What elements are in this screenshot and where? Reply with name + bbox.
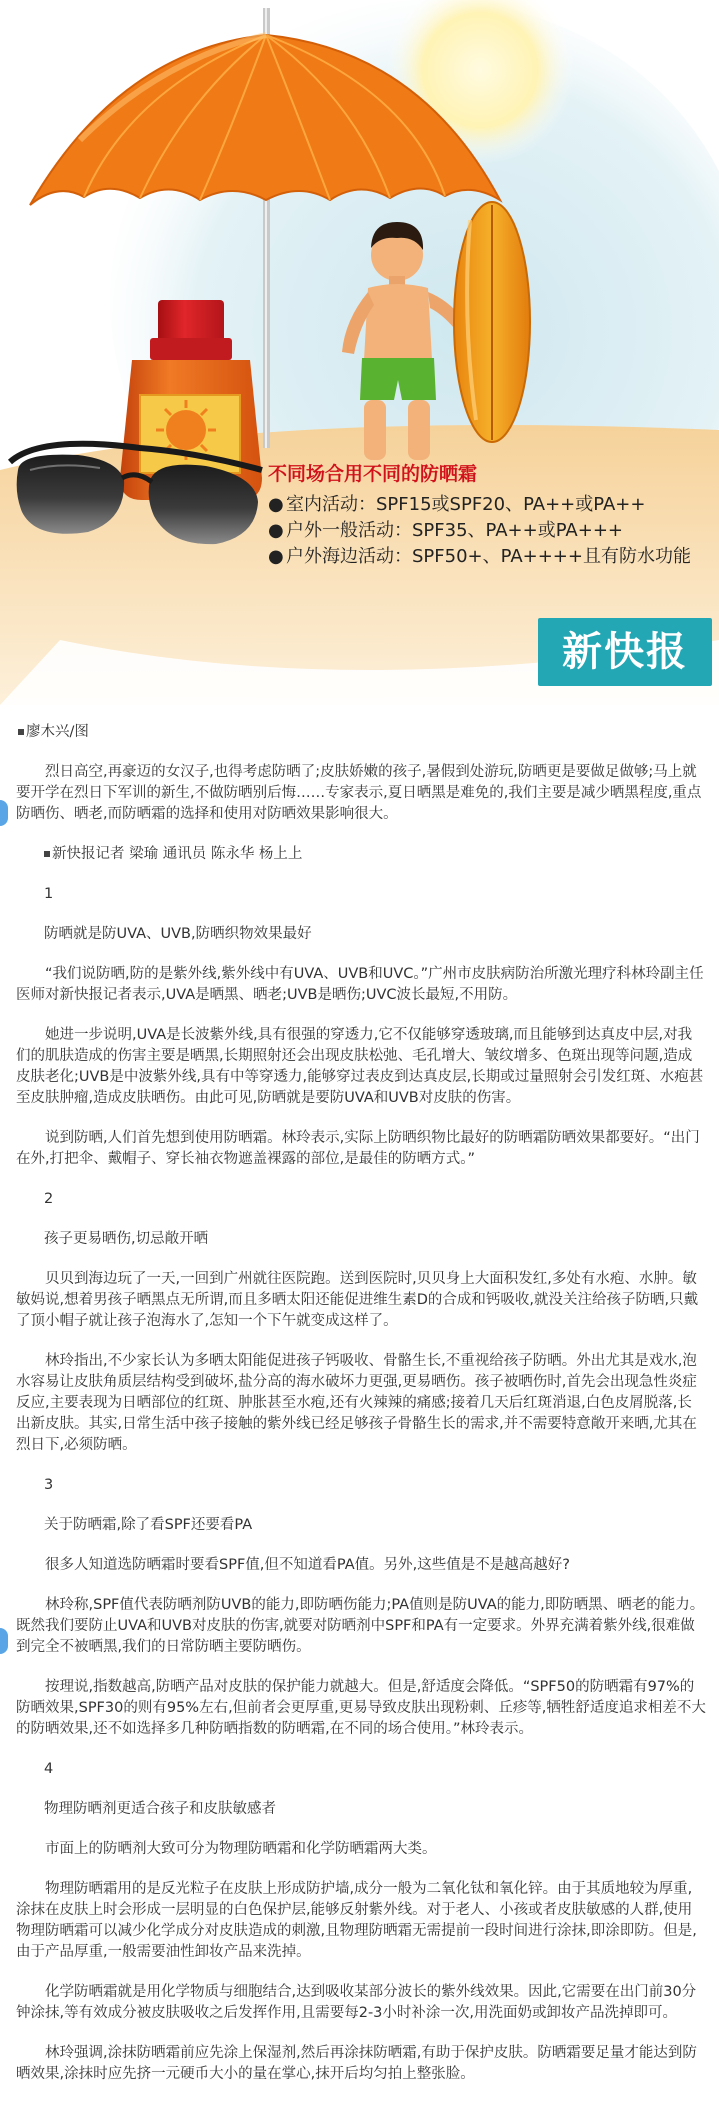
section-number: 2 bbox=[44, 1191, 54, 1207]
section-heading: 防晒就是防UVA、UVB,防晒织物效果最好 bbox=[44, 926, 312, 942]
sunscreen-legend bbox=[268, 462, 719, 570]
paragraph: 林玲指出,不少家长认为多晒太阳能促进孩子钙吸收、骨骼生长,不重视给孩子防晒。外出尤其是戏水,泡水容易让皮肤角质层结构受到破坏,盐分高的海水破坏力更强,更易晒伤。孩子被晒伤时,首先会出现急性炎症反应,主要表现为日晒部位的红斑、肿胀甚至水疱,还有火辣辣的痛感;接着几天后红斑消退,白色皮屑脱落,长出新皮肤。其实,日常生活中孩子接触的紫外线已经足够孩子骨骼生长的需求,并不需要特意敞开来晒,尤其在烈日下,必须防晒。 bbox=[16, 1353, 697, 1453]
paragraph: 贝贝到海边玩了一天,一回到广州就往医院跑。送到医院时,贝贝身上大面积发红,多处有水疱、水肿。敏敏妈说,想着男孩子晒黑点无所谓,而且多晒太阳还能促进维生素D的合成和钙吸收,就没关注给孩子防晒,只戴了顶小帽子就让孩子泡海水了,怎知一个下午就变成这样了。 bbox=[16, 1271, 699, 1329]
bullet-icon: ● bbox=[268, 494, 284, 515]
image-credit: 廖木兴/图 bbox=[16, 722, 706, 743]
byline: 新快报记者 梁瑜 通讯员 陈永华 杨上上 bbox=[16, 844, 706, 865]
lead-paragraph: 烈日高空,再豪迈的女汉子,也得考虑防晒了;皮肤娇嫩的孩子,暑假到处游玩,防晒更是要做足做够;马上就要开学在烈日下军训的新生,不做防晒别后悔……专家表示,夏日晒黑是难免的,我们主要是减少晒黑程度,重点防晒伤、晒老,而防晒霜的选择和使用对防晒效果影响很大。 bbox=[16, 764, 702, 822]
side-tab-marker[interactable] bbox=[0, 800, 8, 826]
paragraph: 林玲称,SPF值代表防晒剂防UVB的能力,即防晒伤能力;PA值则是防UVA的能力,即防晒黑、晒老的能力。既然我们要防止UVA和UVB对皮肤的伤害,就要对防晒剂中SPF和PA有一定要求。外界充满着紫外线,很难做到完全不被晒黑,我们的日常防晒主要防晒伤。 bbox=[16, 1597, 705, 1655]
section-heading: 孩子更易晒伤,切忌敞开晒 bbox=[44, 1231, 209, 1247]
paragraph: 她进一步说明,UVA是长波紫外线,具有很强的穿透力,它不仅能够穿透玻璃,而且能够到达真皮中层,对我们的肌肤造成的伤害主要是晒黑,长期照射还会出现皮肤松弛、毛孔增大、皱纹增多、色斑出现等问题,造成皮肤老化;UVB是中波紫外线,具有中等穿透力,能够穿过表皮到达真皮层,长期或过量照射会引发红斑、水疱甚至皮肤肿瘤,造成皮肤晒伤。由此可见,防晒就是要防UVA和UVB对皮肤的伤害。 bbox=[16, 1027, 704, 1106]
side-tab-marker[interactable] bbox=[0, 1628, 8, 1654]
paragraph: 物理防晒霜用的是反光粒子在皮肤上形成防护墙,成分一般为二氧化钛和氧化锌。由于其质地较为厚重,涂抹在皮肤上时会形成一层明显的白色保护层,能够反射紫外线。对于老人、小孩或者皮肤敏感的人群,使用物理防晒霜可以减少化学成分对皮肤造成的刺激,且物理防晒霜无需提前一段时间进行涂抹,即涂即防。但是,由于产品厚重,一般需要油性卸妆产品来洗掉。 bbox=[16, 1881, 697, 1960]
section-number: 3 bbox=[44, 1477, 54, 1493]
legend-item-indoor: ● 室内活动：SPF15或SPF20、PA++或PA++ bbox=[268, 492, 719, 518]
bullet-icon: ● bbox=[268, 546, 284, 567]
legend-item-beach: ● 户外海边活动：SPF50+、PA++++且有防水功能 bbox=[268, 544, 719, 570]
paragraph: 市面上的防晒剂大致可分为物理防晒霜和化学防晒霜两大类。 bbox=[45, 1841, 437, 1857]
section-number: 4 bbox=[44, 1761, 54, 1777]
section-heading: 物理防晒剂更适合孩子和皮肤敏感者 bbox=[44, 1801, 276, 1817]
newspaper-logo: 新快报 bbox=[538, 618, 712, 686]
square-bullet-icon bbox=[44, 851, 50, 857]
section-number: 1 bbox=[44, 886, 54, 902]
bullet-icon: ● bbox=[268, 520, 284, 541]
square-bullet-icon bbox=[18, 729, 24, 735]
legend-item-outdoor: ● 户外一般活动：SPF35、PA++或PA+++ bbox=[268, 518, 719, 544]
paragraph: 化学防晒霜就是用化学物质与细胞结合,达到吸收某部分波长的紫外线效果。因此,它需要在出门前30分钟涂抹,等有效成分被皮肤吸收之后发挥作用,且需要每2-3小时补涂一次,用洗面奶或卸妆产品洗掉即可。 bbox=[16, 1984, 697, 2021]
section-heading: 关于防晒霜,除了看SPF还要看PA bbox=[44, 1517, 253, 1533]
sunscreen-illustration bbox=[0, 0, 719, 705]
paragraph: 林玲强调,涂抹防晒霜前应先涂上保湿剂,然后再涂抹防晒霜,有助于保护皮肤。防晒霜要足量才能达到防晒效果,涂抹时应先挤一元硬币大小的量在掌心,抹开后均匀拍上整张脸。 bbox=[16, 2045, 697, 2082]
paragraph: 说到防晒,人们首先想到使用防晒霜。林玲表示,实际上防晒织物比最好的防晒霜防晒效果都要好。“出门在外,打把伞、戴帽子、穿长袖衣物遮盖裸露的部位,是最佳的防晒方式。” bbox=[16, 1130, 700, 1167]
legend-title: 不同场合用不同的防晒霜 bbox=[268, 463, 478, 485]
paragraph: 按理说,指数越高,防晒产品对皮肤的保护能力就越大。但是,舒适度会降低。“SPF50的防晒霜有97%的防晒效果,SPF30的则有95%左右,但前者会更厚重,更易导致皮肤出现粉刺、丘疹等,牺牲舒适度追求相差不大的防晒效果,还不如选择多几种防晒指数的防晒霜,在不同的场合使用。”林玲表示。 bbox=[16, 1679, 706, 1737]
illustration-art bbox=[0, 0, 719, 705]
article-body bbox=[16, 722, 706, 2085]
paragraph: 很多人知道选防晒霜时要看SPF值,但不知道看PA值。另外,这些值是不是越高越好? bbox=[45, 1557, 570, 1573]
paragraph: “我们说防晒,防的是紫外线,紫外线中有UVA、UVB和UVC。”广州市皮肤病防治所激光理疗科林玲副主任医师对新快报记者表示,UVA是晒黑、晒老;UVB是晒伤;UVC波长最短,不用防。 bbox=[16, 966, 704, 1003]
